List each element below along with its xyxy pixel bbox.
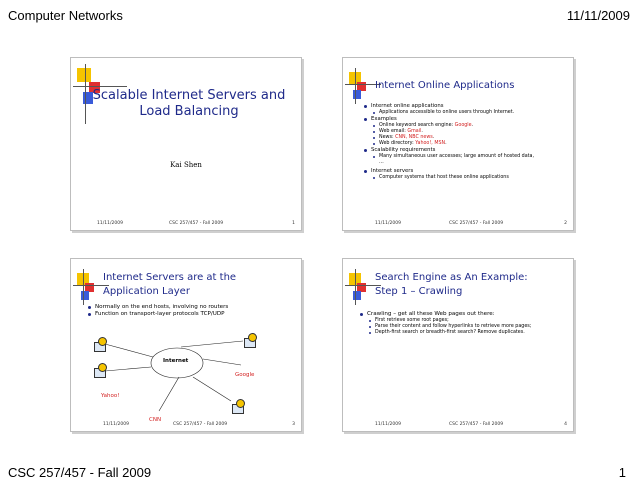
- slide-footer-date: 11/11/2009: [103, 422, 129, 427]
- internet-label: Internet: [163, 358, 189, 364]
- slide-4: [342, 258, 574, 432]
- slide-footer-number: 3: [292, 422, 295, 427]
- slide-footer-number: 4: [564, 422, 567, 427]
- slide-title: Internet Online Applications: [375, 80, 515, 91]
- slide-title-line: Search Engine as An Example:: [375, 272, 528, 283]
- bullet: Computer systems that host these online applications: [363, 175, 568, 181]
- page-number: 1: [618, 465, 626, 480]
- bullet: Examples: [363, 116, 568, 123]
- bullet: Crawling – get all these Web pages out there:: [359, 311, 564, 318]
- slide-footer-number: 2: [564, 221, 567, 226]
- bullet: Normally on the end hosts, involving no routers: [87, 304, 297, 311]
- bullet: Depth-first search or breadth-first search? Remove duplicates.: [359, 330, 545, 336]
- yahoo-label: Yahoo!: [101, 393, 120, 399]
- cnn-label: CNN: [149, 417, 162, 423]
- bullet: Many simultaneous user accesses; large amount of hosted data, …: [363, 154, 539, 166]
- computer-user-icon: [93, 337, 107, 351]
- slide-title: [375, 271, 528, 299]
- bullet: First retrieve some root pages;: [359, 318, 564, 324]
- slide-title-line: Internet Servers are at the: [103, 272, 237, 283]
- bullet: Web email: Gmail.: [363, 129, 568, 135]
- slide-title-line: Application Layer: [103, 286, 190, 297]
- bullet: Internet servers: [363, 168, 568, 175]
- bullet: Internet online applications: [363, 103, 568, 110]
- slide-footer-date: 11/11/2009: [375, 221, 401, 226]
- bullet: Scalability requirements: [363, 147, 568, 154]
- bullet: Web directory: Yahoo!, MSN.: [363, 141, 568, 147]
- computer-user-icon: [243, 333, 257, 347]
- slide-footer-course: CSC 257/457 - Fall 2009: [169, 221, 224, 226]
- page-header-left: Computer Networks: [8, 8, 123, 23]
- google-label: Google: [235, 372, 255, 378]
- slide-1: [70, 57, 302, 231]
- computer-user-icon: [231, 399, 245, 413]
- slide-footer-date: 11/11/2009: [97, 221, 123, 226]
- slide-author: Kai Shen: [170, 161, 202, 169]
- bullet: Applications accessible to online users through Internet.: [363, 110, 568, 116]
- slide-footer-course: CSC 257/457 - Fall 2009: [173, 422, 228, 427]
- slide-title-line: Step 1 – Crawling: [375, 286, 463, 297]
- slide-bullets: [359, 311, 564, 336]
- slide-bullets: [363, 103, 568, 181]
- slide-title: Scalable Internet Servers and Load Balancing: [92, 88, 286, 119]
- slide-3: [70, 258, 302, 432]
- computer-user-icon: [93, 363, 107, 377]
- bullet: Parse their content and follow hyperlinks to retrieve more pages;: [359, 324, 555, 330]
- page-footer-left: CSC 257/457 - Fall 2009: [8, 465, 152, 480]
- slide-footer-date: 11/11/2009: [375, 422, 401, 427]
- bullet: Function on transport-layer protocols TCP/UDP: [87, 311, 297, 318]
- slide-2: [342, 57, 574, 231]
- bullet: Online keyword search engine: Google.: [363, 123, 568, 129]
- page-header-right: 11/11/2009: [566, 8, 630, 23]
- bullet: News: CNN, NBC news.: [363, 135, 568, 141]
- slide-footer-course: CSC 257/457 - Fall 2009: [449, 422, 504, 427]
- slide-footer-course: CSC 257/457 - Fall 2009: [449, 221, 504, 226]
- slide-footer-number: 1: [292, 221, 295, 226]
